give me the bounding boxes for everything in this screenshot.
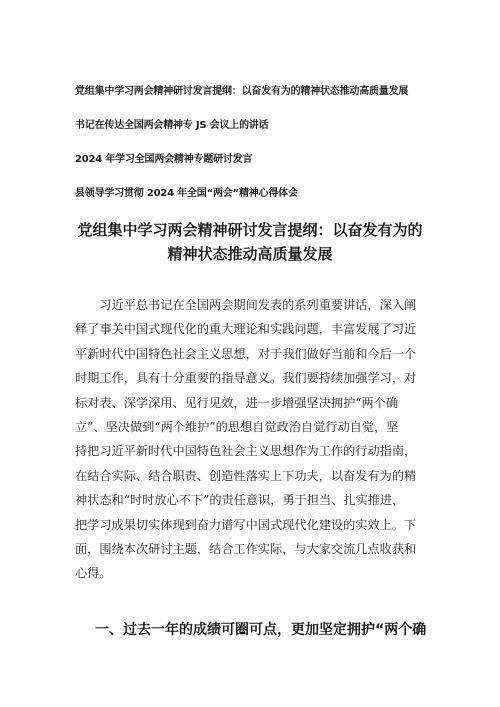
body-line: 心得。 [75,566,112,581]
body-line: 平新时代中国特色社会主义思想，对于我们做好当前和今后一个 [75,346,417,361]
body-line: 神状态和“时时放心不下”的责任意识，勇于担当、扎实推进， [75,493,405,508]
body-paragraph [75,293,435,586]
body-line: 释了事关中国式现代化的重大理论和实践问题，丰富发展了习近 [75,322,417,337]
body-line: 面，围绕本次研讨主题，结合工作实际，与大家交流几点收获和 [75,541,417,556]
table-of-contents [75,86,435,222]
body-line: 在结合实际、结合职责、创造性落实上下功夫，以奋发有为的精 [75,468,417,483]
toc-item[interactable]: 县领导学习贯彻 2024 年全国“两会”精神心得体会 [75,188,298,199]
body-line: 把学习成果切实体现到奋力谱写中国式现代化建设的实效上。下 [75,517,417,532]
body-line: 立”、坚决做到“两个维护”的思想自觉政治自觉行动自觉，坚 [75,419,399,434]
title-line: 精神状态推动高质量发展 [167,245,333,263]
body-line: 时期工作，具有十分重要的指导意义。我们要持续加强学习，对 [75,371,417,386]
toc-item[interactable]: 2024 年学习全国两会精神专题研讨发言 [75,154,253,165]
toc-item[interactable]: 书记在传达全国两会精神专 JS 会议上的讲话 [75,120,269,131]
body-line: 持把习近平新时代中国特色社会主义思想作为工作的行动指南， [75,444,417,459]
title-line: 党组集中学习两会精神研讨发言提纲：以奋发有为的 [77,221,423,239]
body-line: 标对表、深学深用、见行见效，进一步增强坚决拥护“两个确 [75,395,399,410]
toc-item[interactable]: 党组集中学习两会精神研讨发言提纲：以奋发有为的精神状态推动高质量发展 [75,86,409,97]
body-line: 习近平总书记在全国两会期间发表的系列重要讲话，深入阐 [75,298,417,312]
section-heading: 一、过去一年的成绩可圈可点，更加坚定拥护“两个确 [95,622,427,638]
document-title [60,218,440,266]
